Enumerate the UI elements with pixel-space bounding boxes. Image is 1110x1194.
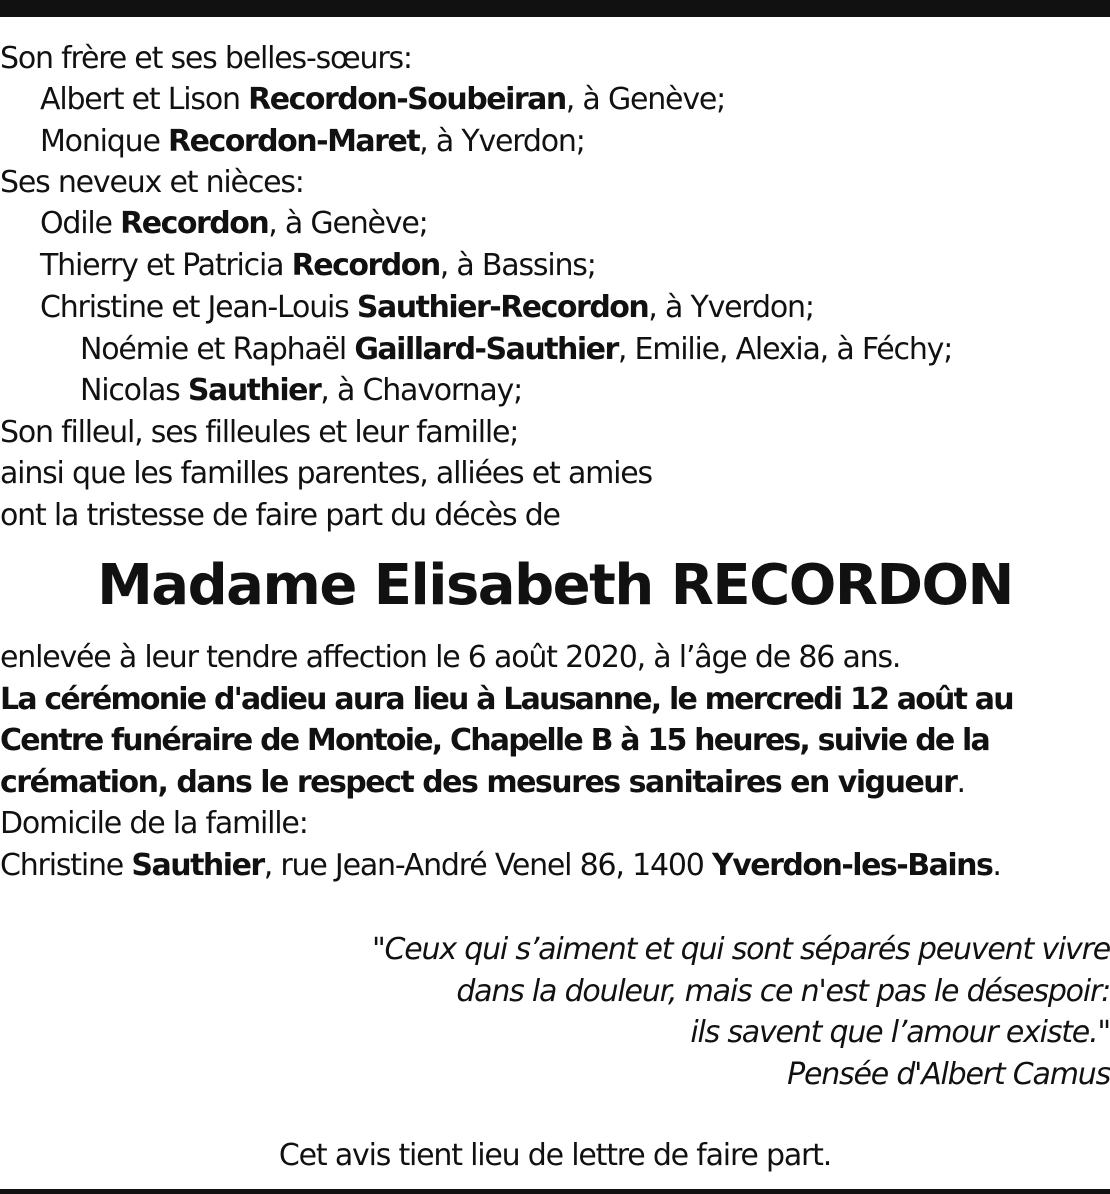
relative-monique: [40, 121, 585, 163]
quote-line-2: dans la douleur, mais ce n'est pas le désespoir:: [456, 974, 1110, 1009]
relative-noemie: [80, 329, 952, 371]
brother-intro: Son frère et ses belles-sœurs:: [0, 41, 412, 76]
death-info: enlevée à leur tendre affection le 6 août 2020, à l’âge de 86 ans.: [0, 640, 901, 675]
announcement-line: ont la tristesse de faire part du décès de: [0, 498, 560, 533]
relative-albert: [40, 79, 725, 121]
surname: Recordon-Maret: [168, 124, 420, 159]
bottom-rule: [0, 1189, 1110, 1194]
domicile-label: Domicile de la famille:: [0, 806, 308, 841]
given-name: Nicolas: [80, 373, 188, 408]
domicile-address: [0, 845, 1001, 887]
top-rule: [0, 0, 1110, 17]
ceremony-line-1: La cérémonie d'adieu aura lieu à Lausanne, le mercredi 12 août au: [0, 682, 1013, 717]
surname: Recordon: [120, 206, 269, 241]
relative-odile: [40, 203, 428, 245]
closing-note: Cet avis tient lieu de lettre de faire part.: [278, 1138, 832, 1173]
relative-christine: [40, 287, 814, 329]
location: , à Yverdon;: [648, 290, 814, 325]
quote-line-3: ils savent que l’amour existe.": [690, 1015, 1110, 1050]
relatives-line: ainsi que les familles parentes, alliées et amies: [0, 456, 652, 491]
surname: Sauthier: [187, 373, 321, 408]
street-address: , rue Jean-André Venel 86, 1400: [263, 848, 712, 883]
location: , à Genève;: [268, 206, 428, 241]
given-name: Monique: [40, 124, 169, 159]
surname: Gaillard-Sauthier: [354, 332, 618, 367]
surname: Recordon-Soubeiran: [248, 82, 566, 117]
deceased-name: Madame Elisabeth RECORDON: [97, 553, 1013, 618]
location: , à Bassins;: [439, 248, 596, 283]
relative-nicolas: [80, 370, 522, 412]
surname: Recordon: [291, 248, 440, 283]
given-name: Thierry et Patricia: [40, 248, 292, 283]
given-name: Christine: [0, 848, 132, 883]
ceremony-line-3-period: .: [956, 765, 965, 800]
given-name: Noémie et Raphaël: [80, 332, 355, 367]
quote-author: Pensée d'Albert Camus: [787, 1057, 1110, 1092]
quote-line-1: "Ceux qui s’aiment et qui sont séparés peuvent vivre: [371, 932, 1110, 967]
given-name: Odile: [40, 206, 121, 241]
ceremony-line-3: [0, 762, 965, 804]
ceremony-line-3-text: crémation, dans le respect des mesures sanitaires en vigueur: [0, 765, 957, 800]
location: , à Yverdon;: [419, 124, 585, 159]
given-name: Albert et Lison: [40, 82, 249, 117]
surname: Sauthier-Recordon: [356, 290, 649, 325]
given-name: Christine et Jean-Louis: [40, 290, 357, 325]
nephews-intro: Ses neveux et nièces:: [0, 165, 304, 200]
godchildren-line: Son filleul, ses filleules et leur famille;: [0, 415, 519, 450]
city: Yverdon-les-Bains: [711, 848, 993, 883]
location: , à Genève;: [565, 82, 726, 117]
surname: Sauthier: [131, 848, 264, 883]
address-period: .: [992, 848, 1001, 883]
ceremony-line-2: Centre funéraire de Montoie, Chapelle B à 15 heures, suivie de la: [0, 723, 989, 758]
relative-thierry: [40, 245, 596, 287]
location: , à Chavornay;: [320, 373, 522, 408]
location: , Emilie, Alexia, à Féchy;: [617, 332, 953, 367]
